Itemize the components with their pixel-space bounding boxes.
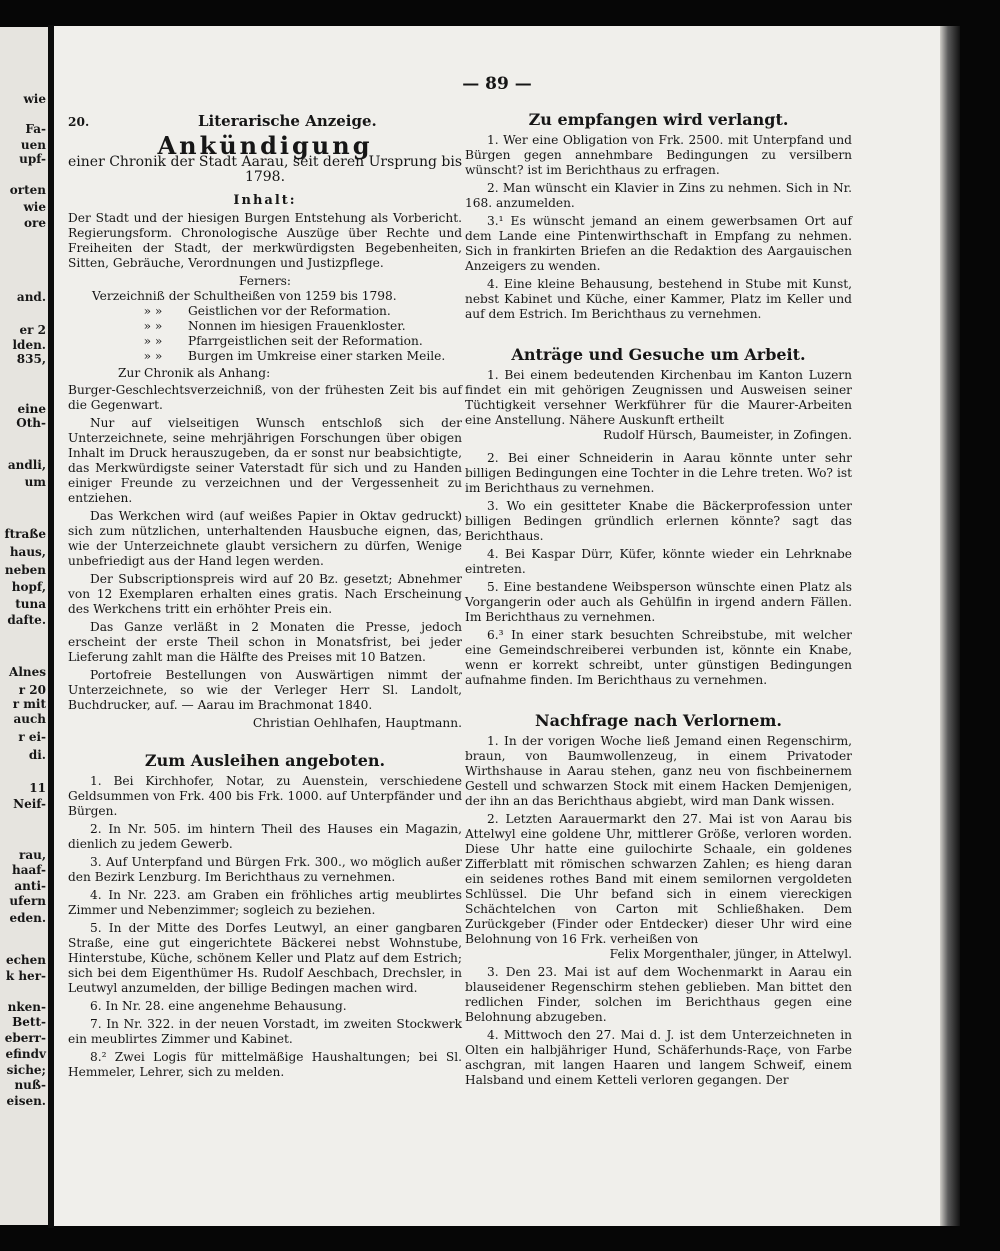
left-page-fragment: r ei- bbox=[18, 730, 46, 744]
list-item: Pfarrgeistlichen seit der Reformation. bbox=[188, 334, 423, 348]
list-item: 2. In Nr. 505. im hintern Theil des Hauses ein Magazin, dienlich zu jedem Gewerb. bbox=[68, 822, 462, 851]
page-edge-shadow bbox=[940, 26, 960, 1226]
paragraph: Der Subscriptionspreis wird auf 20 Bz. gesetzt; Abnehmer von 12 Exemplaren erhalten eines gratis. Nach Erscheinung des Werkchens tritt ein erhöhter Preis ein. bbox=[68, 572, 462, 616]
ferners-label: Ferners: bbox=[238, 274, 292, 288]
left-page-fragment: eden. bbox=[9, 911, 46, 925]
left-page-fragment: eisen. bbox=[6, 1094, 46, 1108]
ditto-mark: » » bbox=[143, 334, 163, 348]
page bbox=[54, 26, 940, 1226]
announcement-title: Ankündigung bbox=[157, 131, 373, 160]
list-item: Geistlichen vor der Reformation. bbox=[188, 304, 391, 318]
list-item: 3. Wo ein gesitteter Knabe die Bäckerprofession unter billigen Bedingen gründlich erlernen könnte? sagt das Berichthaus. bbox=[465, 499, 852, 543]
left-page-fragment: andli, bbox=[7, 458, 46, 472]
list-item: 1. Wer eine Obligation von Frk. 2500. mit Unterpfand und Bürgen gegen annehmbare Bedingungen zu versilbern wünscht? ist im Berichthaus zu erfragen. bbox=[465, 133, 852, 177]
list-item: 8.² Zwei Logis für mittelmäßige Haushaltungen; bei Sl. Hemmeler, Lehrer, sich zu melden. bbox=[68, 1050, 462, 1079]
list-item: 3.¹ Es wünscht jemand an einem gewerbsamen Ort auf dem Lande eine Pintenwirthschaft in Empfang zu nehmen. Sich in frankirten Briefen an die Redaktion des Aargauischen Anzeigers zu wenden. bbox=[465, 214, 852, 273]
list-item: 6.³ In einer stark besuchten Schreibstube, mit welcher eine Gemeindschreiberei verbunden ist, könnte ein Knabe, wenn er korrekt schreibt, unter günstigen Bedingungen aufnahme finden. Im Berichthaus zu vernehmen. bbox=[465, 628, 852, 687]
left-page-fragment: upf- bbox=[19, 152, 46, 166]
left-page-fragment: haaf- bbox=[12, 863, 46, 877]
section-heading-wanted: Zu empfangen wird verlangt. bbox=[528, 110, 789, 129]
list-item: Nonnen im hiesigen Frauenkloster. bbox=[188, 319, 406, 333]
left-page-fragment: Bett- bbox=[12, 1015, 46, 1029]
section-heading-lost: Nachfrage nach Verlornem. bbox=[535, 711, 782, 730]
list-item: 2. Letzten Aarauermarkt den 27. Mai ist von Aarau bis Attelwyl eine goldene Uhr, mittlerer Größe, verloren worden. Diese Uhr hatte eine guilochirte Schaale, ein goldenes Zifferblatt mit römischen schwarzen Zahlen; es hieng daran ein seidenes rothes Band mit einem semilornen vergoldeten Schlüssel. Die Uhr befand sich in einem viereckigen Schächtelchen von Carton mit Schließhaken. Dem Zurückgeber (Finder oder Entdecker) dieser Uhr wird eine Belohnung von 16 Frk. verheißen von bbox=[465, 812, 852, 946]
section-heading-lending: Zum Ausleihen angeboten. bbox=[144, 751, 386, 770]
left-page-fragment: neben bbox=[4, 563, 46, 577]
left-column bbox=[68, 112, 462, 1083]
left-page-fragment: nken- bbox=[7, 1000, 46, 1014]
list-item: 3. Den 23. Mai ist auf dem Wochenmarkt in Aarau ein blauseidener Regenschirm stehen geblieben. Man bittet den redlichen Finder, solchen im Berichthaus gegen eine Belohnung abzugeben. bbox=[465, 965, 852, 1024]
left-page-fragment: efindv bbox=[5, 1047, 46, 1061]
left-page-fragment: er 2 bbox=[19, 323, 46, 337]
list-item: 4. Bei Kaspar Dürr, Küfer, könnte wieder ein Lehrknabe eintreten. bbox=[465, 547, 852, 576]
list-item: 2. Bei einer Schneiderin in Aarau könnte unter sehr billigen Bedingungen eine Tochter in die Lehre treten. Wo? ist im Berichthaus zu vernehmen. bbox=[465, 451, 852, 495]
left-page-fragment: wie bbox=[23, 200, 46, 214]
left-page-fragment: eine bbox=[17, 402, 46, 416]
section-heading-work: Anträge und Gesuche um Arbeit. bbox=[511, 345, 806, 364]
left-page-fragment: auch bbox=[13, 712, 46, 726]
paragraph: Nur auf vielseitigen Wunsch entschloß sich der Unterzeichnete, seine mehrjährigen Forschungen über obigen Inhalt im Druck herauszugeben, da er sonst nur beabsichtigte, das Merkwürdigste seiner Vaterstadt für sich und zu Handen einiger Freunde zu verzeichnen und der Vergessenheit zu entziehen. bbox=[68, 416, 462, 505]
list-item: 1. In der vorigen Woche ließ Jemand einen Regenschirm, braun, von Baumwollenzeug, in einem Privatoder Wirthshause in Aarau stehen, ganz neu von fischbeinernem Gestell und schwarzen Stock mit einem Hacken Demjenigen, der ihn an das Berichthaus abgiebt, wird man Dank wissen. bbox=[465, 734, 852, 808]
left-page-edge bbox=[0, 27, 48, 1225]
left-page-fragment: nuß- bbox=[14, 1078, 46, 1092]
left-page-fragment: Alnes bbox=[9, 665, 46, 679]
list-item: 1. Bei Kirchhofer, Notar, zu Auenstein, verschiedene Geldsummen von Frk. 400 bis Frk. 1000. auf Unterpfänder und Bürgen. bbox=[68, 774, 462, 818]
list-item: 1. Bei einem bedeutenden Kirchenbau im Kanton Luzern findet ein mit gehörigen Zeugnissen und Ausweisen seiner Tüchtigkeit versehner Werkführer für die Maurer-Arbeiten eine Anstellung. Nähere Auskunft ertheilt bbox=[465, 368, 852, 427]
paragraph: Das Werkchen wird (auf weißes Papier in Oktav gedruckt) sich zum nützlichen, unterhaltenden Hausbuche eignen, das, wie der Unterzeichnete glaubt versichern zu dürfen, Wenige unbefriedigt aus der Hand legen werden. bbox=[68, 509, 462, 568]
signature: Christian Oehlhafen, Hauptmann. bbox=[252, 716, 462, 730]
signature: Felix Morgenthaler, jünger, in Attelwyl. bbox=[609, 947, 852, 961]
verzeichniss-line: Verzeichniß der Schultheißen von 1259 bis 1798. bbox=[92, 289, 397, 303]
left-page-fragment: Oth- bbox=[16, 416, 46, 430]
signature: Rudolf Hürsch, Baumeister, in Zofingen. bbox=[603, 428, 852, 442]
left-page-fragment: lden. bbox=[12, 338, 46, 352]
page-number: — 89 — bbox=[462, 74, 532, 94]
left-page-fragment: anti- bbox=[14, 879, 46, 893]
left-page-fragment: and. bbox=[16, 290, 46, 304]
left-page-fragment: ftraße bbox=[4, 527, 46, 541]
left-page-fragment: tuna bbox=[15, 597, 46, 611]
appendix-label: Zur Chronik als Anhang: bbox=[118, 366, 271, 380]
left-page-fragment: Neif- bbox=[13, 797, 46, 811]
list-item: 5. In der Mitte des Dorfes Leutwyl, an einer gangbaren Straße, eine gut eingerichtete Bäckerei nebst Wohnstube, Hinterstube, Küche, schönem Keller und Platz auf dem Estrich; sich bei dem Eigenthümer Hs. Rudolf Aeschbach, Drechsler, in Leutwyl anzumelden, der billige Bedingen machen wird. bbox=[68, 921, 462, 995]
left-page-fragment: Fa- bbox=[25, 122, 46, 136]
ditto-mark: » » bbox=[143, 319, 163, 333]
list-item: 4. In Nr. 223. am Graben ein fröhliches artig meublirtes Zimmer und Nebenzimmer; sogleich zu beziehen. bbox=[68, 888, 462, 917]
list-item: 2. Man wünscht ein Klavier in Zins zu nehmen. Sich in Nr. 168. anzumelden. bbox=[465, 181, 852, 210]
ditto-mark: » » bbox=[143, 349, 163, 363]
list-item: 3. Auf Unterpfand und Bürgen Frk. 300., wo möglich außer den Bezirk Lenzburg. Im Berichthaus zu vernehmen. bbox=[68, 855, 462, 884]
appendix-text: Burger-Geschlechtsverzeichniß, von der frühesten Zeit bis auf die Gegenwart. bbox=[68, 383, 462, 412]
left-page-fragment: k her- bbox=[5, 969, 46, 983]
contents-label: Inhalt: bbox=[233, 193, 297, 208]
left-page-fragment: rau, bbox=[19, 848, 46, 862]
left-page-fragment: di. bbox=[28, 748, 46, 762]
left-page-fragment: dafte. bbox=[7, 613, 46, 627]
paragraph: Portofreie Bestellungen von Auswärtigen nimmt der Unterzeichnete, so wie der Verleger Herr Sl. Landolt, Buchdrucker, auf. — Aarau im Brachmonat 1840. bbox=[68, 668, 462, 712]
left-page-fragment: 835, bbox=[16, 352, 46, 366]
contents-text: Der Stadt und der hiesigen Burgen Entstehung als Vorbericht. Regierungsform. Chronologische Auszüge über Rechte und Freiheiten der Stadt, der merkwürdigsten Begebenheiten, Sitten, Gebräuche, Verordnungen und Justizpflege. bbox=[68, 211, 462, 270]
notice-number: 20. bbox=[68, 115, 90, 129]
paragraph: Das Ganze verläßt in 2 Monaten die Presse, jedoch erscheint der erste Theil schon in Monatsfrist, bei jeder Lieferung zahlt man die Hälfte des Preises mit 10 Batzen. bbox=[68, 620, 462, 664]
list-item: Burgen im Umkreise einer starken Meile. bbox=[188, 349, 446, 363]
list-item: 7. In Nr. 322. in der neuen Vorstadt, im zweiten Stockwerk ein meublirtes Zimmer und Kabinet. bbox=[68, 1017, 462, 1046]
left-page-fragment: um bbox=[24, 475, 46, 489]
left-page-fragment: r 20 bbox=[18, 683, 46, 697]
announcement-subtitle: einer Chronik der Stadt Aarau, seit deren Ursprung bis 1798. bbox=[68, 154, 463, 185]
list-item: 6. In Nr. 28. eine angenehme Behausung. bbox=[90, 999, 347, 1013]
verzeichniss-list bbox=[68, 304, 462, 364]
left-page-fragment: eberr- bbox=[4, 1031, 46, 1045]
list-item: 5. Eine bestandene Weibsperson wünschte einen Platz als Vorgangerin oder auch als Gehülfin in irgend andern Fällen. Im Berichthaus zu vernehmen. bbox=[465, 580, 852, 624]
left-page-fragment: ufern bbox=[9, 894, 46, 908]
ditto-mark: » » bbox=[143, 304, 163, 318]
left-page-fragment: echen bbox=[5, 953, 46, 967]
left-page-fragment: uen bbox=[20, 138, 46, 152]
right-column bbox=[465, 112, 852, 1091]
literary-notice-heading: Literarische Anzeige. bbox=[198, 112, 377, 130]
left-page-fragment: wie bbox=[23, 92, 46, 106]
left-page-fragment: orten bbox=[9, 183, 46, 197]
left-page-fragment: r mit bbox=[12, 697, 46, 711]
left-page-fragment: hopf, bbox=[11, 580, 46, 594]
left-page-fragment: 11 bbox=[29, 781, 46, 795]
left-page-fragment: haus, bbox=[9, 545, 46, 559]
list-item: 4. Eine kleine Behausung, bestehend in Stube mit Kunst, nebst Kabinet und Küche, einer Kammer, Platz im Keller und auf dem Estrich. Im Berichthaus zu vernehmen. bbox=[465, 277, 852, 321]
left-page-fragment: ore bbox=[24, 216, 46, 230]
list-item: 4. Mittwoch den 27. Mai d. J. ist dem Unterzeichneten in Olten ein halbjähriger Hund, Schäferhunds-Raçe, von Farbe aschgran, mit langen Haaren und langem Schweif, einem Halsband und einem Ketteli verloren gegangen. Der bbox=[465, 1028, 852, 1087]
left-page-fragment: siche; bbox=[6, 1063, 46, 1077]
